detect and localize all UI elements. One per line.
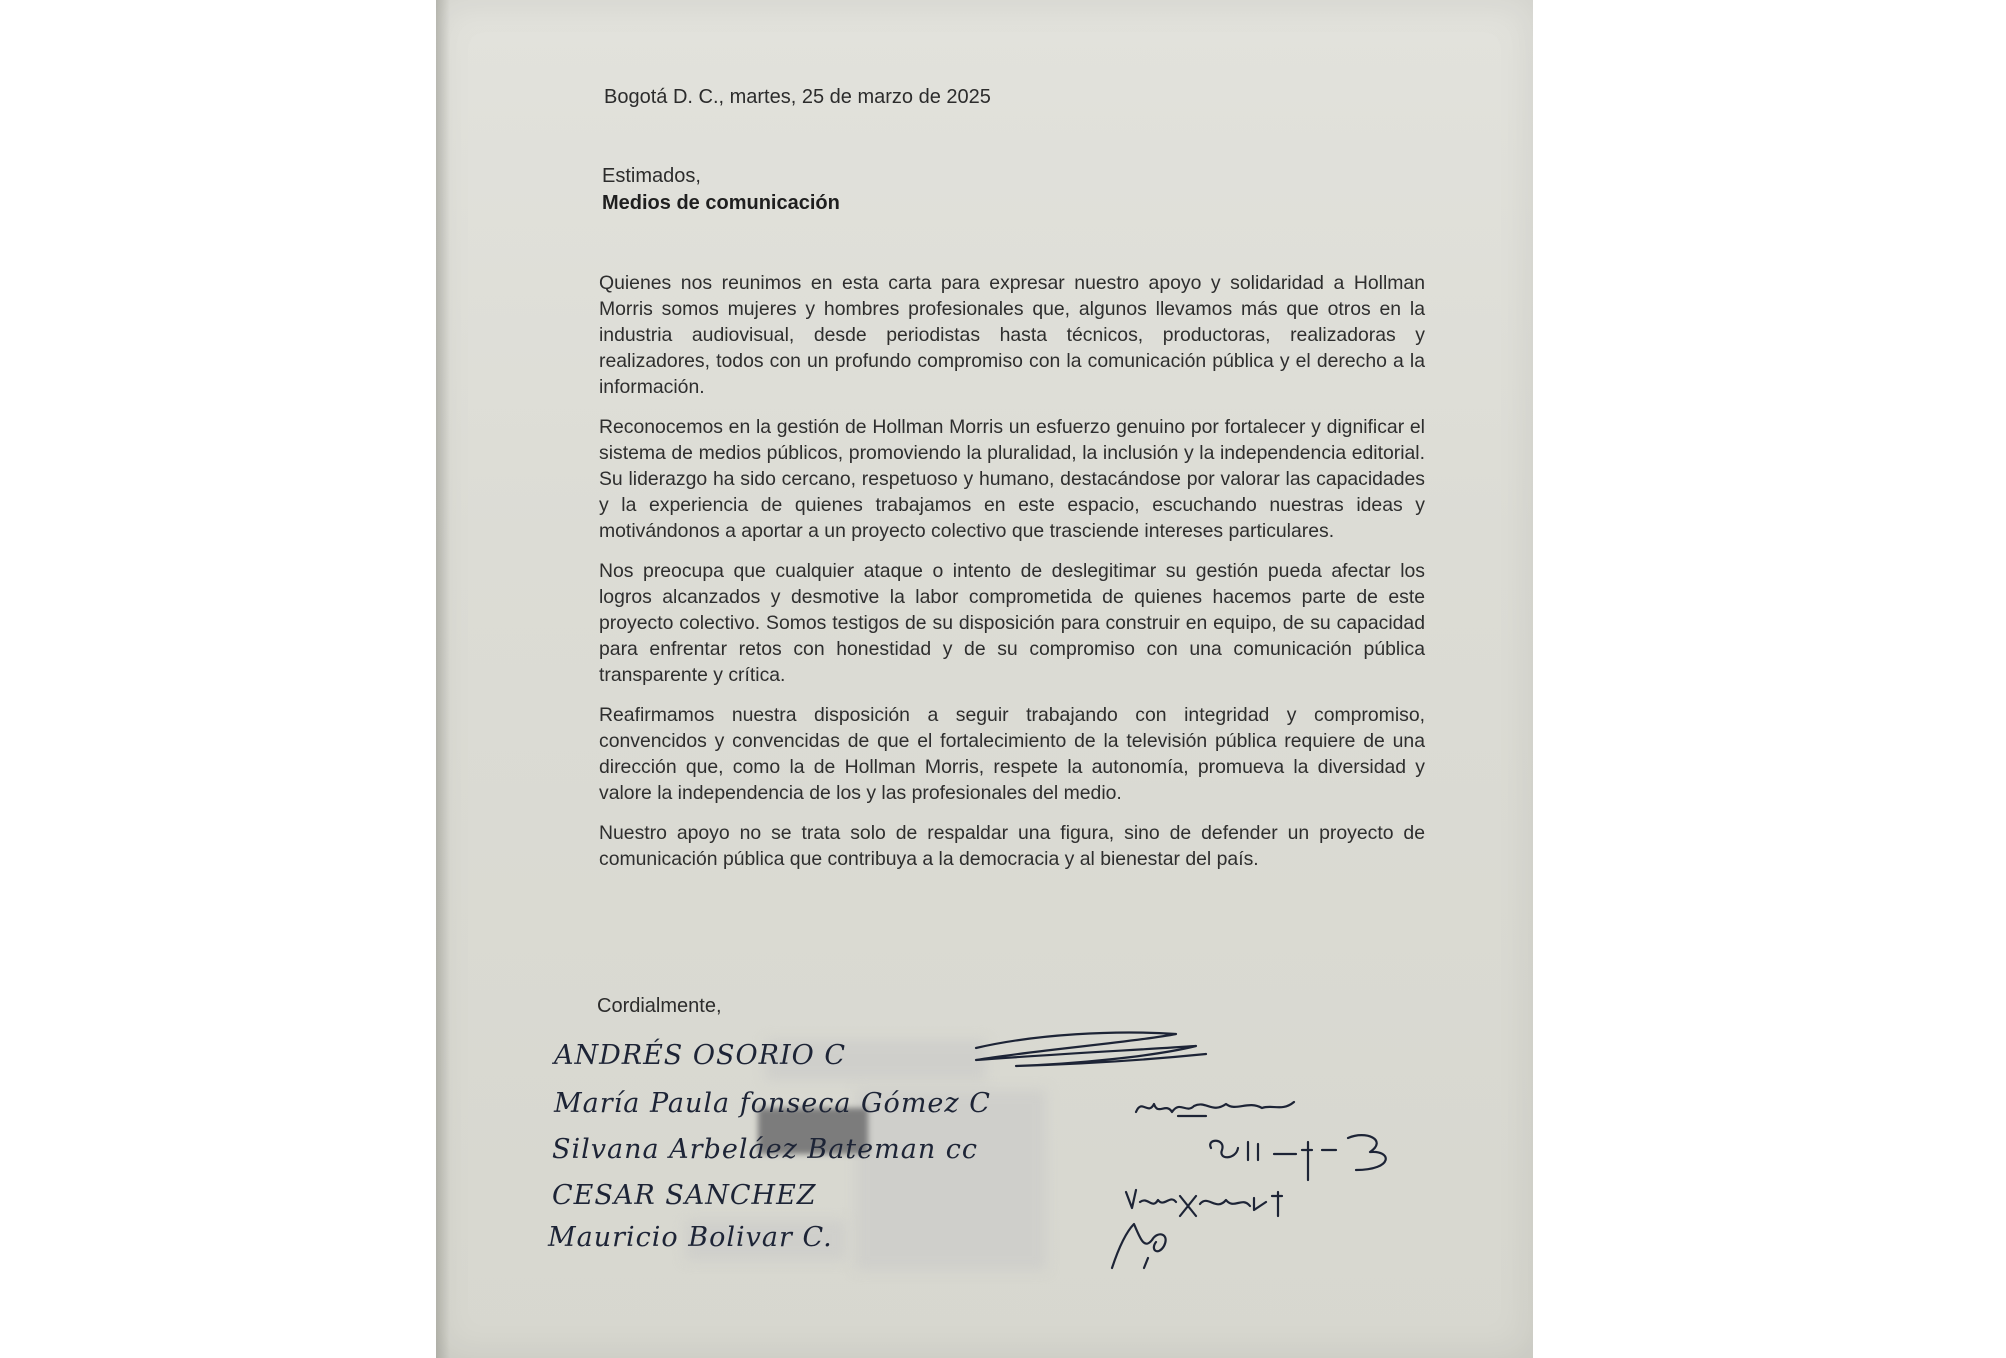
signature-scribble-1 [976,1033,1206,1066]
signer-name-4: CESAR SANCHEZ [552,1180,817,1211]
salutation-block [602,163,840,217]
letter-page [436,0,1533,1358]
signer-name-3: Silvana Arbeláez Bateman cc [552,1134,979,1165]
paragraph-4: Reafirmamos nuestra disposición a seguir trabajando con integridad y compromiso, convencidos y convencidas de que el fortalecimiento de la televisión pública requiere de una dirección que, como la de Hollman Morris, respete la autonomía, promueva la diversidad y valore la independencia de los y las profesionales del medio. [599,704,1425,804]
handwritten-signatures [436,1020,1533,1290]
signature-scribble-2 [1136,1102,1294,1116]
greeting: Estimados, [602,165,701,187]
signature-scribble-5 [1112,1224,1166,1268]
recipient: Medios de comunicación [602,192,840,214]
signature-block [436,1020,1533,1290]
closing: Cordialmente, [597,995,722,1017]
signature-scribble-4 [1126,1190,1282,1216]
letter-body [599,270,1425,886]
paragraph-1: Quienes nos reunimos en esta carta para expresar nuestro apoyo y solidaridad a Hollman Morris somos mujeres y hombres profesionales que, algunos llevamos más que otros en la industria audiovisual, desde periodistas hasta técnicos, productoras, realizadoras y realizadores, todos con un profundo compromiso con la comunicación pública y el derecho a la información. [599,272,1425,398]
signature-scribble-3 [1210,1135,1386,1180]
signer-name-2: María Paula fonseca Gómez C [554,1088,991,1119]
paragraph-3: Nos preocupa que cualquier ataque o intento de deslegitimar su gestión pueda afectar los logros alcanzados y desmotive la labor comprometida de quienes hacemos parte de este proyecto colectivo. Somos testigos de su disposición para construir en equipo, de su capacidad para enfrentar retos con honestidad y de su compromiso con una comunicación pública transparente y crítica. [599,560,1425,686]
paragraph-5: Nuestro apoyo no se trata solo de respaldar una figura, sino de defender un proyecto de comunicación pública que contribuya a la democracia y al bienestar del país. [599,822,1425,870]
letter-date: Bogotá D. C., martes, 25 de marzo de 2025 [604,86,991,108]
paragraph-2: Reconocemos en la gestión de Hollman Morris un esfuerzo genuino por fortalecer y dignificar el sistema de medios públicos, promoviendo la pluralidad, la inclusión y la independencia editorial. Su liderazgo ha sido cercano, respetuoso y humano, destacándose por valorar las capacidades y la experiencia de quienes trabajamos en este espacio, escuchando nuestras ideas y motivándonos a aportar a un proyecto colectivo que trasciende intereses particulares. [599,416,1425,542]
signer-name-1: ANDRÉS OSORIO C [554,1040,847,1071]
signer-name-5: Mauricio Bolivar C. [548,1222,833,1253]
